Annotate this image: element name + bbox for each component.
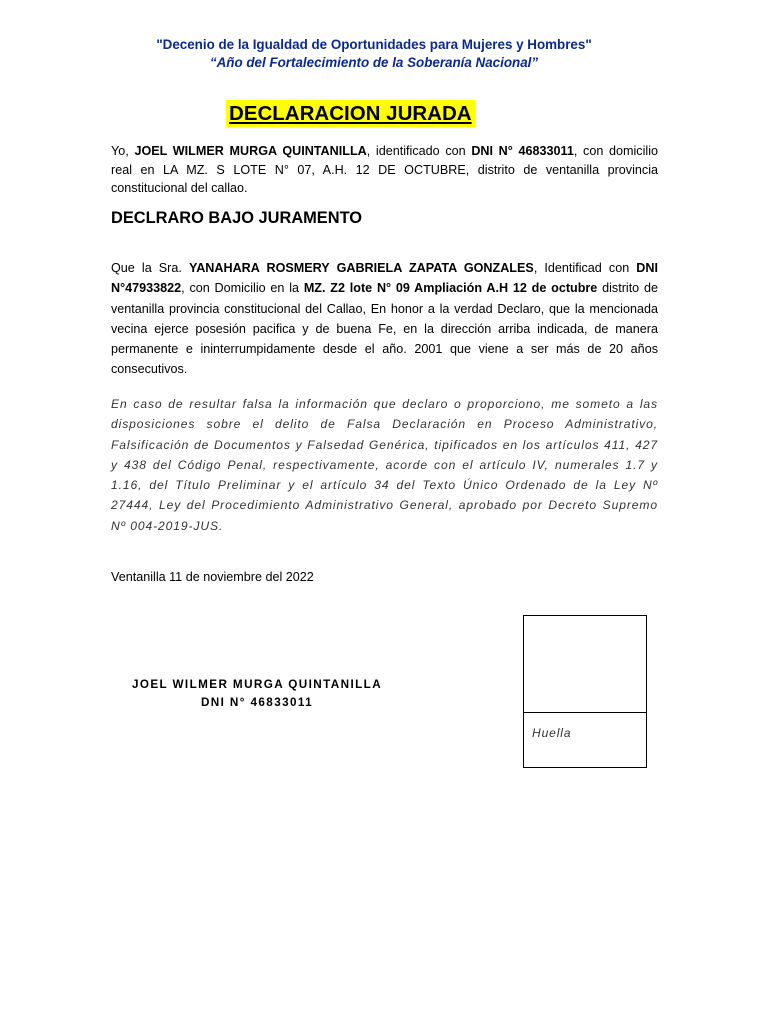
declaration-text: , con Domicilio en la bbox=[181, 281, 304, 296]
year-motto: “Año del Fortalecimiento de la Soberanía Nacional” bbox=[209, 55, 539, 70]
thumbprint-label: Huella bbox=[532, 726, 572, 740]
signature-block bbox=[92, 676, 422, 712]
declaration-text: , Identificad con bbox=[533, 261, 637, 275]
declaration-paragraph bbox=[111, 258, 658, 380]
declaration-text: Que la Sra. bbox=[111, 261, 189, 275]
signer-dni: DNI N° 46833011 bbox=[200, 696, 314, 709]
place-date: Ventanilla 11 de noviembre del 2022 bbox=[111, 570, 314, 584]
decade-motto: "Decenio de la Igualdad de Oportunidades para Mujeres y Hombres" bbox=[156, 37, 592, 52]
beneficiary-name: YANAHARA ROSMERY GABRIELA ZAPATA GONZALES bbox=[188, 261, 534, 275]
legal-disclaimer: En caso de resultar falsa la información que declaro o proporciono, me someto a las disposiciones sobre el delito de Falsa Declaración en Proceso Administrativo, Falsificación de Documentos y Falsedad Genérica, tipificados en los artículos 411, 427 y 438 del Código Penal, respectivamente, acorde con el artículo IV, numerales 1.7 y 1.16, del Título Preliminar y el artículo 34 del Texto Único Ordenado de la Ley Nº 27444, Ley del Procedimiento Administrativo General, aprobado por Decreto Supremo Nº 004-2019-JUS. bbox=[111, 397, 658, 533]
declarant-dni: DNI N° 46833011 bbox=[471, 144, 574, 158]
beneficiary-dni: DNI N°47933822 bbox=[111, 261, 658, 296]
intro-text: Yo, bbox=[111, 144, 135, 158]
oath-heading: DECLRARO BAJO JURAMENTO bbox=[111, 209, 363, 227]
declaration-text: distrito de ventanilla provincia constitucional del Callao, En honor a la verdad Declaro, que la mencionada vecina ejerce posesión pacifica y de buena Fe, en la dirección arriba indicada, de manera permanente e ininterrumpidamente desde el año. 2001 que viene a ser más de 20 años consecutivos. bbox=[111, 281, 658, 377]
intro-text: , identificado con bbox=[366, 144, 472, 158]
beneficiary-address: MZ. Z2 lote N° 09 Ampliación A.H 12 de octubre bbox=[303, 281, 598, 296]
thumbprint-divider bbox=[524, 712, 646, 713]
thumbprint-box bbox=[523, 615, 647, 768]
intro-text: , con domicilio real en LA MZ. S LOTE N° 07, A.H. 12 DE OCTUBRE, distrito de ventanilla provincia constitucional del callao. bbox=[111, 144, 659, 196]
signer-name: JOEL WILMER MURGA QUINTANILLA bbox=[131, 678, 383, 691]
header-mottos bbox=[0, 36, 748, 72]
document-title: DECLARACION JURADA bbox=[226, 100, 475, 127]
declarant-name: JOEL WILMER MURGA QUINTANILLA bbox=[134, 144, 367, 158]
declarant-paragraph bbox=[111, 142, 658, 198]
